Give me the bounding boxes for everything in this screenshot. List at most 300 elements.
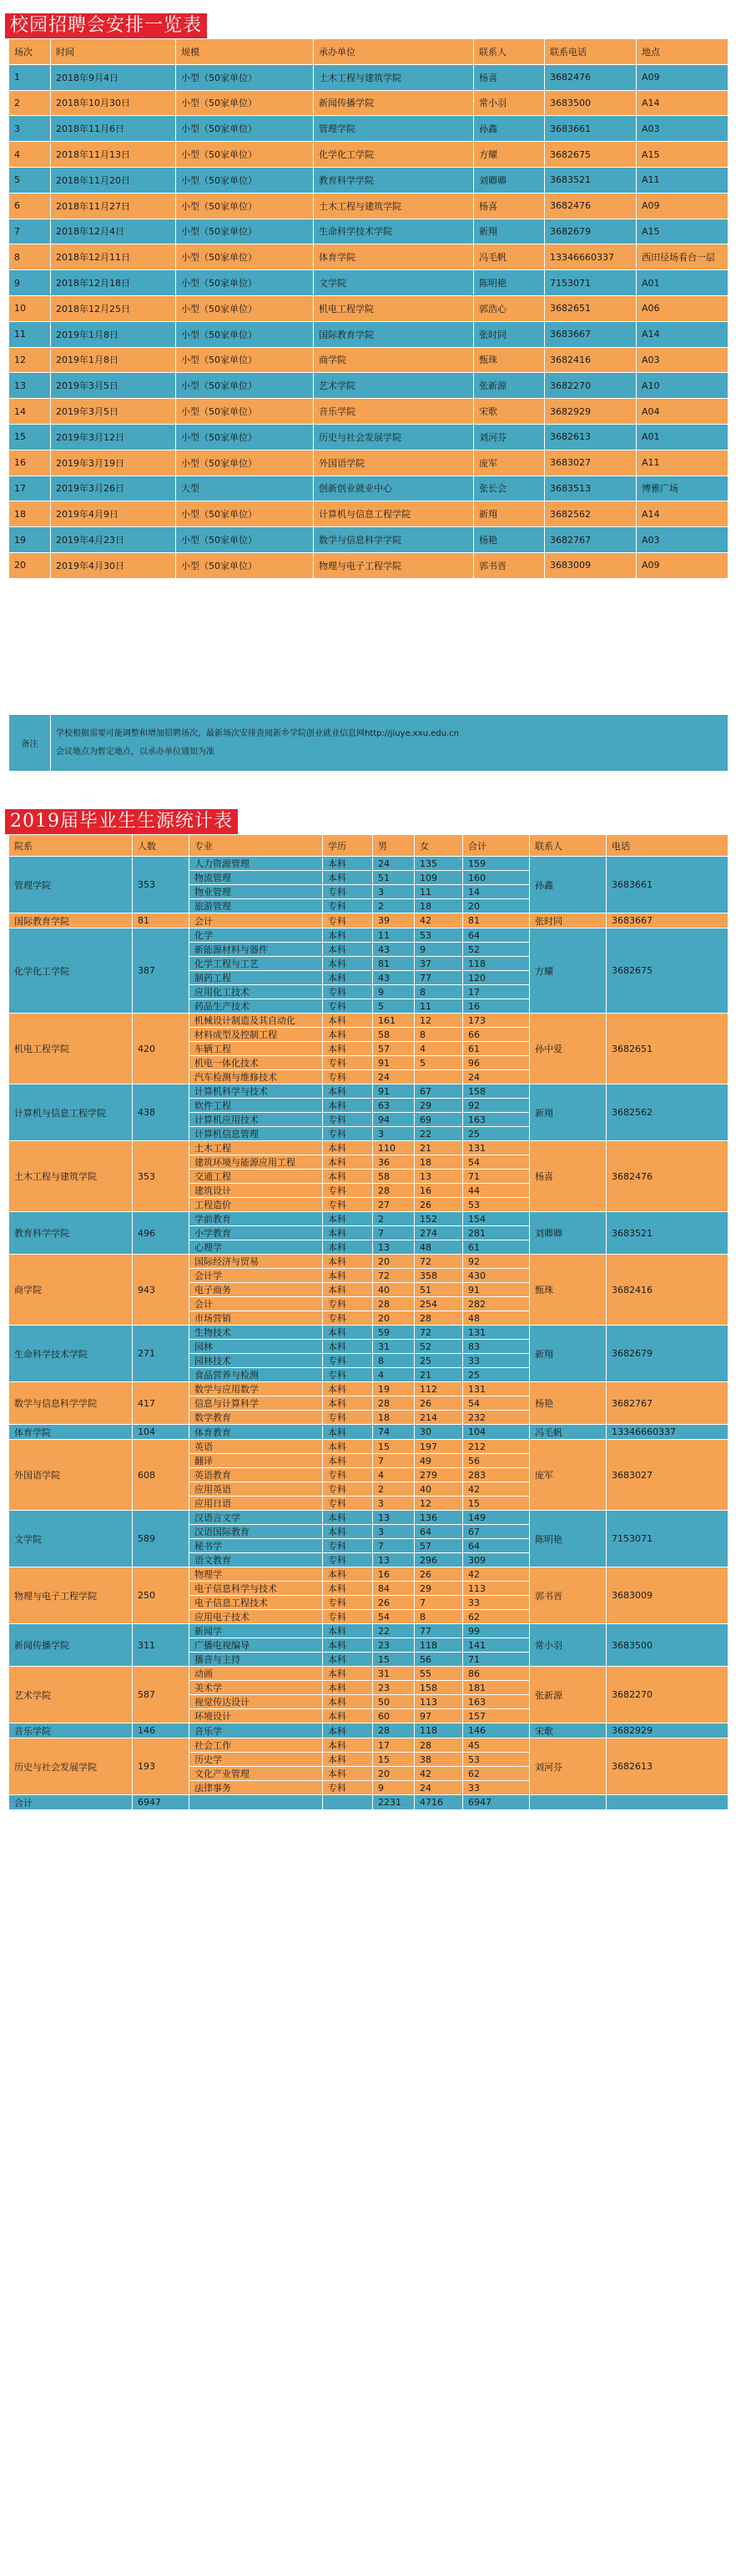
schedule-row	[9, 450, 728, 475]
schedule-header-phone: 联系电话	[545, 39, 637, 65]
sum-cell: 71	[463, 1653, 530, 1667]
host-cell: 历史与社会发展学院	[314, 424, 474, 450]
contact-cell: 新翔	[474, 501, 545, 527]
female-cell: 12	[415, 1497, 463, 1511]
degree-cell: 本科	[323, 1667, 373, 1681]
male-cell: 50	[373, 1695, 415, 1709]
degree-cell: 专科	[323, 1411, 373, 1425]
sum-cell: 173	[463, 1014, 530, 1028]
phone-cell: 3683667	[545, 321, 637, 347]
degree-cell: 本科	[323, 871, 373, 885]
phone-cell: 3682416	[545, 347, 637, 373]
degree-cell: 本科	[323, 1283, 373, 1297]
date-cell: 2019年3月26日	[51, 475, 176, 501]
contact-cell: 郭书晋	[530, 1567, 607, 1624]
female-cell: 8	[415, 1028, 463, 1042]
total-empty-cell	[607, 1795, 728, 1810]
session-cell: 16	[9, 450, 51, 475]
female-cell: 197	[415, 1440, 463, 1454]
sources-header-major: 专业	[189, 835, 323, 857]
major-cell: 英语教育	[189, 1468, 323, 1482]
male-cell: 13	[373, 1511, 415, 1525]
sum-cell: 14	[463, 885, 530, 899]
male-cell: 17	[373, 1738, 415, 1753]
total-empty-cell	[189, 1795, 323, 1810]
college-count-cell: 943	[133, 1255, 189, 1326]
female-cell: 18	[415, 1155, 463, 1170]
scale-cell: 小型（50家单位）	[176, 527, 314, 553]
college-count-cell: 438	[133, 1084, 189, 1141]
total-sum-cell: 6947	[463, 1795, 530, 1810]
schedule-row	[9, 424, 728, 450]
female-cell	[415, 1070, 463, 1084]
contact-cell: 郭书晋	[474, 552, 545, 578]
total-label-cell: 合计	[9, 1795, 133, 1810]
major-cell: 应用英语	[189, 1482, 323, 1497]
sources-header-phone: 电话	[607, 835, 728, 857]
major-cell: 物理学	[189, 1567, 323, 1582]
note-line-1: 学校根据需要可能调整和增加招聘场次，最新场次安排查阅新乡学院创业就业信息网http://jiuye.xxu.edu.cn	[56, 728, 459, 738]
schedule-note	[8, 714, 728, 772]
contact-cell: 宋歌	[530, 1723, 607, 1738]
college-name-cell: 土木工程与建筑学院	[9, 1141, 133, 1212]
college-count-cell: 146	[133, 1723, 189, 1738]
date-cell: 2019年4月9日	[51, 501, 176, 527]
degree-cell: 本科	[323, 1396, 373, 1411]
female-cell: 13	[415, 1170, 463, 1184]
male-cell: 91	[373, 1056, 415, 1070]
scale-cell: 小型（50家单位）	[176, 373, 314, 399]
phone-cell: 3682675	[607, 928, 728, 1014]
contact-cell: 常小羽	[530, 1624, 607, 1667]
contact-cell: 杨喜	[530, 1141, 607, 1212]
college-name-cell: 艺术学院	[9, 1667, 133, 1723]
major-cell: 计算机应用技术	[189, 1113, 323, 1127]
major-row	[9, 913, 728, 928]
male-cell: 15	[373, 1440, 415, 1454]
scale-cell: 小型（50家单位）	[176, 270, 314, 296]
sum-cell: 91	[463, 1283, 530, 1297]
phone-cell: 3683661	[545, 116, 637, 142]
contact-cell: 庞军	[474, 450, 545, 475]
contact-cell: 方耀	[474, 142, 545, 168]
schedule-header-row	[9, 39, 728, 65]
session-cell: 4	[9, 142, 51, 168]
college-name-cell: 商学院	[9, 1255, 133, 1326]
sources-header-sum: 合计	[463, 835, 530, 857]
degree-cell: 本科	[323, 1141, 373, 1155]
phone-cell: 3682270	[545, 373, 637, 399]
phone-cell: 3682767	[607, 1382, 728, 1425]
female-cell: 18	[415, 899, 463, 913]
sources-title: 2019届毕业生生源统计表	[5, 809, 238, 834]
female-cell: 16	[415, 1184, 463, 1198]
sources-header-contact: 联系人	[530, 835, 607, 857]
sum-cell: 61	[463, 1042, 530, 1056]
phone-cell: 13346660337	[545, 244, 637, 270]
schedule-row	[9, 373, 728, 399]
contact-cell: 刘河芬	[530, 1738, 607, 1795]
major-cell: 建筑设计	[189, 1184, 323, 1198]
phone-cell: 3682476	[545, 193, 637, 219]
phone-cell: 3683667	[607, 913, 728, 928]
date-cell: 2018年9月4日	[51, 64, 176, 90]
male-cell: 110	[373, 1141, 415, 1155]
major-cell: 新能源材料与器件	[189, 943, 323, 957]
sum-cell: 160	[463, 871, 530, 885]
male-cell: 91	[373, 1084, 415, 1099]
college-count-cell: 387	[133, 928, 189, 1014]
female-cell: 136	[415, 1511, 463, 1525]
scale-cell: 小型（50家单位）	[176, 193, 314, 219]
contact-cell: 宋歌	[474, 399, 545, 425]
male-cell: 9	[373, 985, 415, 999]
female-cell: 9	[415, 943, 463, 957]
sum-cell: 33	[463, 1781, 530, 1795]
female-cell: 48	[415, 1240, 463, 1255]
major-cell: 工程造价	[189, 1198, 323, 1212]
contact-cell: 新翔	[530, 1084, 607, 1141]
college-count-cell: 193	[133, 1738, 189, 1795]
venue-cell: A14	[637, 90, 728, 116]
major-cell: 电子信息工程技术	[189, 1596, 323, 1610]
degree-cell: 专科	[323, 1297, 373, 1311]
schedule-row	[9, 219, 728, 244]
female-cell: 11	[415, 885, 463, 899]
major-cell: 车辆工程	[189, 1042, 323, 1056]
date-cell: 2019年4月30日	[51, 552, 176, 578]
degree-cell: 本科	[323, 1511, 373, 1525]
male-cell: 7	[373, 1539, 415, 1553]
sources-header-count: 人数	[133, 835, 189, 857]
host-cell: 音乐学院	[314, 399, 474, 425]
scale-cell: 小型（50家单位）	[176, 347, 314, 373]
female-cell: 38	[415, 1753, 463, 1767]
sum-cell: 118	[463, 957, 530, 971]
major-cell: 电子商务	[189, 1283, 323, 1297]
sum-cell: 16	[463, 999, 530, 1014]
male-cell: 11	[373, 928, 415, 943]
female-cell: 26	[415, 1567, 463, 1582]
sum-cell: 96	[463, 1056, 530, 1070]
venue-cell: A01	[637, 424, 728, 450]
session-cell: 2	[9, 90, 51, 116]
sum-cell: 149	[463, 1511, 530, 1525]
sum-cell: 64	[463, 928, 530, 943]
session-cell: 3	[9, 116, 51, 142]
major-cell: 数学教育	[189, 1411, 323, 1425]
male-cell: 4	[373, 1468, 415, 1482]
phone-cell: 7153071	[545, 270, 637, 296]
sum-cell: 53	[463, 1753, 530, 1767]
male-cell: 20	[373, 1255, 415, 1269]
major-row	[9, 1141, 728, 1155]
female-cell: 21	[415, 1368, 463, 1382]
major-cell: 社会工作	[189, 1738, 323, 1753]
sum-cell: 48	[463, 1311, 530, 1326]
female-cell: 69	[415, 1113, 463, 1127]
degree-cell: 专科	[323, 899, 373, 913]
college-name-cell: 历史与社会发展学院	[9, 1738, 133, 1795]
major-cell: 计算机科学与技术	[189, 1084, 323, 1099]
contact-cell: 张长会	[474, 475, 545, 501]
major-row	[9, 1567, 728, 1582]
scale-cell: 小型（50家单位）	[176, 64, 314, 90]
sum-cell: 44	[463, 1184, 530, 1198]
female-cell: 37	[415, 957, 463, 971]
sum-cell: 131	[463, 1141, 530, 1155]
schedule-row	[9, 193, 728, 219]
major-cell: 广播电视编导	[189, 1638, 323, 1653]
college-name-cell: 教育科学学院	[9, 1212, 133, 1255]
college-count-cell: 417	[133, 1382, 189, 1425]
phone-cell: 3682929	[545, 399, 637, 425]
phone-cell: 3683661	[607, 857, 728, 913]
contact-cell: 刘卿卿	[530, 1212, 607, 1255]
female-cell: 30	[415, 1425, 463, 1440]
date-cell: 2018年11月13日	[51, 142, 176, 168]
venue-cell: 博雅广场	[637, 475, 728, 501]
major-row	[9, 1667, 728, 1681]
major-cell: 应用日语	[189, 1497, 323, 1511]
college-count-cell: 608	[133, 1440, 189, 1511]
scale-cell: 小型（50家单位）	[176, 450, 314, 475]
schedule-row	[9, 116, 728, 142]
phone-cell: 3683500	[545, 90, 637, 116]
schedule-header-session: 场次	[9, 39, 51, 65]
venue-cell: A06	[637, 295, 728, 321]
college-name-cell: 文学院	[9, 1511, 133, 1567]
date-cell: 2019年3月12日	[51, 424, 176, 450]
session-cell: 6	[9, 193, 51, 219]
major-cell: 心理学	[189, 1240, 323, 1255]
college-count-cell: 104	[133, 1425, 189, 1440]
sum-cell: 42	[463, 1482, 530, 1497]
male-cell: 3	[373, 1127, 415, 1141]
phone-cell: 3682476	[545, 64, 637, 90]
male-cell: 59	[373, 1326, 415, 1340]
contact-cell: 张时同	[474, 321, 545, 347]
male-cell: 28	[373, 1723, 415, 1738]
degree-cell: 专科	[323, 1468, 373, 1482]
sum-cell: 131	[463, 1326, 530, 1340]
major-cell: 学前教育	[189, 1212, 323, 1226]
session-cell: 1	[9, 64, 51, 90]
schedule-row	[9, 399, 728, 425]
sum-cell: 141	[463, 1638, 530, 1653]
phone-cell: 3682651	[607, 1014, 728, 1084]
date-cell: 2019年3月19日	[51, 450, 176, 475]
male-cell: 58	[373, 1028, 415, 1042]
degree-cell: 本科	[323, 1582, 373, 1596]
major-cell: 会计	[189, 1297, 323, 1311]
host-cell: 管理学院	[314, 116, 474, 142]
male-cell: 51	[373, 871, 415, 885]
sum-cell: 81	[463, 913, 530, 928]
phone-cell: 3683521	[607, 1212, 728, 1255]
sum-cell: 42	[463, 1567, 530, 1582]
schedule-row	[9, 321, 728, 347]
date-cell: 2019年1月8日	[51, 347, 176, 373]
major-cell: 国际经济与贸易	[189, 1255, 323, 1269]
phone-cell: 3682416	[607, 1255, 728, 1326]
sum-cell: 54	[463, 1396, 530, 1411]
host-cell: 生命科学技术学院	[314, 219, 474, 244]
major-cell: 汽车检测与维修技术	[189, 1070, 323, 1084]
college-count-cell: 271	[133, 1326, 189, 1382]
sum-cell: 309	[463, 1553, 530, 1567]
major-cell: 材料成型及控制工程	[189, 1028, 323, 1042]
degree-cell: 本科	[323, 1454, 373, 1468]
female-cell: 214	[415, 1411, 463, 1425]
contact-cell: 张时同	[530, 913, 607, 928]
college-count-cell: 353	[133, 857, 189, 913]
sum-cell: 62	[463, 1767, 530, 1781]
degree-cell: 本科	[323, 1382, 373, 1396]
degree-cell: 本科	[323, 971, 373, 985]
session-cell: 18	[9, 501, 51, 527]
session-cell: 10	[9, 295, 51, 321]
sum-cell: 20	[463, 899, 530, 913]
male-cell: 15	[373, 1653, 415, 1667]
date-cell: 2018年10月30日	[51, 90, 176, 116]
phone-cell: 3683027	[545, 450, 637, 475]
degree-cell: 专科	[323, 1368, 373, 1382]
major-cell: 应用化工技术	[189, 985, 323, 999]
college-count-cell: 250	[133, 1567, 189, 1624]
college-name-cell: 体育学院	[9, 1425, 133, 1440]
female-cell: 52	[415, 1340, 463, 1354]
scale-cell: 小型（50家单位）	[176, 501, 314, 527]
phone-cell: 3683513	[545, 475, 637, 501]
major-cell: 历史学	[189, 1753, 323, 1767]
contact-cell: 刘卿卿	[474, 167, 545, 193]
date-cell: 2019年3月5日	[51, 373, 176, 399]
female-cell: 109	[415, 871, 463, 885]
male-cell: 24	[373, 857, 415, 871]
phone-cell: 3682613	[607, 1738, 728, 1795]
contact-cell: 杨艳	[474, 527, 545, 553]
major-cell: 环境设计	[189, 1709, 323, 1723]
female-cell: 11	[415, 999, 463, 1014]
major-cell: 交通工程	[189, 1170, 323, 1184]
female-cell: 49	[415, 1454, 463, 1468]
degree-cell: 专科	[323, 913, 373, 928]
schedule-row	[9, 142, 728, 168]
session-cell: 17	[9, 475, 51, 501]
major-cell: 法律事务	[189, 1781, 323, 1795]
male-cell: 2	[373, 1212, 415, 1226]
major-cell: 数学与应用数学	[189, 1382, 323, 1396]
contact-cell: 杨喜	[474, 193, 545, 219]
degree-cell: 本科	[323, 1014, 373, 1028]
college-count-cell: 81	[133, 913, 189, 928]
venue-cell: A09	[637, 552, 728, 578]
degree-cell: 本科	[323, 1638, 373, 1653]
date-cell: 2018年12月18日	[51, 270, 176, 296]
host-cell: 土木工程与建筑学院	[314, 193, 474, 219]
male-cell: 5	[373, 999, 415, 1014]
session-cell: 8	[9, 244, 51, 270]
total-empty-cell	[323, 1795, 373, 1810]
male-cell: 28	[373, 1184, 415, 1198]
major-cell: 体育教育	[189, 1425, 323, 1440]
contact-cell: 方耀	[530, 928, 607, 1014]
female-cell: 42	[415, 913, 463, 928]
degree-cell: 本科	[323, 1326, 373, 1340]
phone-cell: 3682767	[545, 527, 637, 553]
degree-cell: 专科	[323, 1482, 373, 1497]
note-line-2: 会议地点为暂定地点，以承办单位通知为准	[56, 747, 214, 757]
sum-cell: 430	[463, 1269, 530, 1283]
sources-header-male: 男	[373, 835, 415, 857]
sum-cell: 146	[463, 1723, 530, 1738]
major-row	[9, 928, 728, 943]
major-row	[9, 1326, 728, 1340]
female-cell: 67	[415, 1084, 463, 1099]
male-cell: 36	[373, 1155, 415, 1170]
host-cell: 文学院	[314, 270, 474, 296]
male-cell: 7	[373, 1454, 415, 1468]
college-name-cell: 音乐学院	[9, 1723, 133, 1738]
major-row	[9, 1440, 728, 1454]
contact-cell: 杨喜	[474, 64, 545, 90]
male-cell: 28	[373, 1297, 415, 1311]
degree-cell: 本科	[323, 1753, 373, 1767]
male-cell: 2	[373, 1482, 415, 1497]
sum-cell: 54	[463, 1155, 530, 1170]
sum-cell: 33	[463, 1354, 530, 1368]
male-cell: 13	[373, 1553, 415, 1567]
venue-cell: A15	[637, 142, 728, 168]
sum-cell: 163	[463, 1695, 530, 1709]
scale-cell: 小型（50家单位）	[176, 219, 314, 244]
male-cell: 74	[373, 1425, 415, 1440]
contact-cell: 庞军	[530, 1440, 607, 1511]
scale-cell: 小型（50家单位）	[176, 167, 314, 193]
sum-cell: 283	[463, 1468, 530, 1482]
degree-cell: 专科	[323, 1311, 373, 1326]
degree-cell: 专科	[323, 1610, 373, 1624]
major-cell: 播音与主持	[189, 1653, 323, 1667]
female-cell: 29	[415, 1099, 463, 1113]
female-cell: 26	[415, 1198, 463, 1212]
degree-cell: 专科	[323, 1127, 373, 1141]
session-cell: 5	[9, 167, 51, 193]
host-cell: 化学化工学院	[314, 142, 474, 168]
major-row	[9, 1738, 728, 1753]
male-cell: 16	[373, 1567, 415, 1582]
male-cell: 63	[373, 1099, 415, 1113]
degree-cell: 本科	[323, 1099, 373, 1113]
scale-cell: 小型（50家单位）	[176, 142, 314, 168]
contact-cell: 张新源	[530, 1667, 607, 1723]
venue-cell: A10	[637, 373, 728, 399]
sum-cell: 158	[463, 1084, 530, 1099]
schedule-row	[9, 244, 728, 270]
degree-cell: 本科	[323, 943, 373, 957]
major-cell: 文化产业管理	[189, 1767, 323, 1781]
date-cell: 2018年12月25日	[51, 295, 176, 321]
degree-cell: 本科	[323, 1240, 373, 1255]
venue-cell: 西田径场看台一层	[637, 244, 728, 270]
host-cell: 外国语学院	[314, 450, 474, 475]
degree-cell: 本科	[323, 1738, 373, 1753]
major-row	[9, 1425, 728, 1440]
sources-header-row	[9, 835, 728, 857]
degree-cell: 专科	[323, 1781, 373, 1795]
major-cell: 化学	[189, 928, 323, 943]
